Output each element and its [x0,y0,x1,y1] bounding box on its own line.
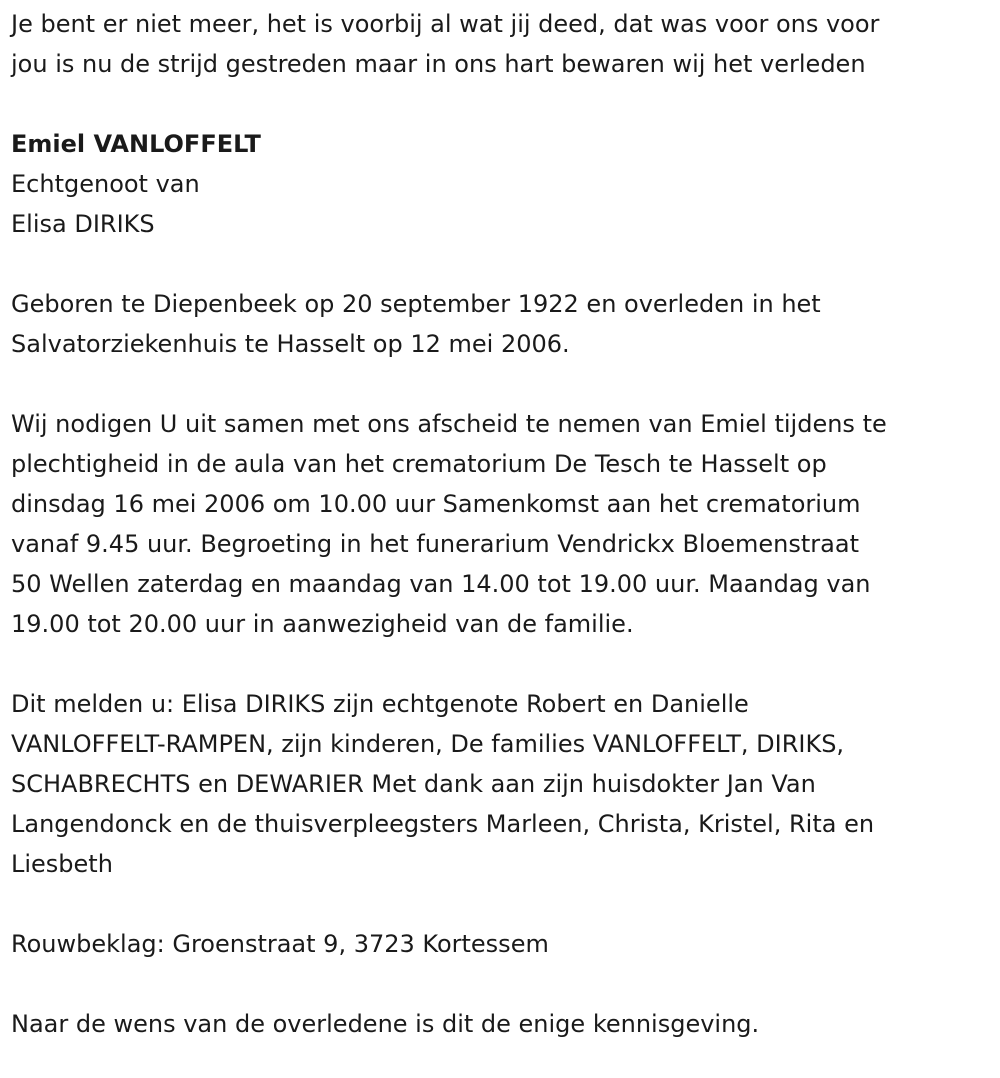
relation-label: Echtgenoot van [11,170,200,198]
obituary-document [11,4,996,1044]
announcement-line-5: Liesbeth [11,850,113,878]
closing-paragraph [11,1004,996,1044]
spacer [11,884,996,924]
announcement-line-3: SCHABRECHTS en DEWARIER Met dank aan zijn huisdokter Jan Van [11,770,816,798]
ceremony-line-5: 50 Wellen zaterdag en maandag van 14.00 tot 19.00 uur. Maandag van [11,570,871,598]
spacer [11,84,996,124]
condolence-address-text: Rouwbeklag: Groenstraat 9, 3723 Kortessem [11,930,549,958]
announcement-paragraph [11,684,996,884]
announcement-line-4: Langendonck en de thuisverpleegsters Marleen, Christa, Kristel, Rita en [11,810,875,838]
condolence-address [11,924,996,964]
spacer [11,364,996,404]
poem-line-1: Je bent er niet meer, het is voorbij al wat jij deed, dat was voor ons voor [11,10,880,38]
birth-death-paragraph [11,284,996,364]
ceremony-line-4: vanaf 9.45 uur. Begroeting in het funerarium Vendrickx Bloemenstraat [11,530,859,558]
announcement-line-2: VANLOFFELT-RAMPEN, zijn kinderen, De families VANLOFFELT, DIRIKS, [11,730,845,758]
birth-death-line-1: Geboren te Diepenbeek op 20 september 1922 en overleden in het [11,290,821,318]
ceremony-line-3: dinsdag 16 mei 2006 om 10.00 uur Samenkomst aan het crematorium [11,490,861,518]
spacer [11,964,996,1004]
birth-death-line-2: Salvatorziekenhuis te Hasselt op 12 mei 2006. [11,330,570,358]
ceremony-line-6: 19.00 tot 20.00 uur in aanwezigheid van de familie. [11,610,634,638]
ceremony-paragraph [11,404,996,644]
deceased-block [11,124,996,244]
spacer [11,644,996,684]
ceremony-line-1: Wij nodigen U uit samen met ons afscheid te nemen van Emiel tijdens te [11,410,887,438]
poem-line-2: jou is nu de strijd gestreden maar in ons hart bewaren wij het verleden [11,50,866,78]
ceremony-line-2: plechtigheid in de aula van het crematorium De Tesch te Hasselt op [11,450,827,478]
deceased-name: Emiel VANLOFFELT [11,130,261,158]
closing-text: Naar de wens van de overledene is dit de enige kennisgeving. [11,1010,760,1038]
announcement-line-1: Dit melden u: Elisa DIRIKS zijn echtgenote Robert en Danielle [11,690,749,718]
spacer [11,244,996,284]
spouse-name: Elisa DIRIKS [11,210,155,238]
poem-paragraph [11,4,996,84]
